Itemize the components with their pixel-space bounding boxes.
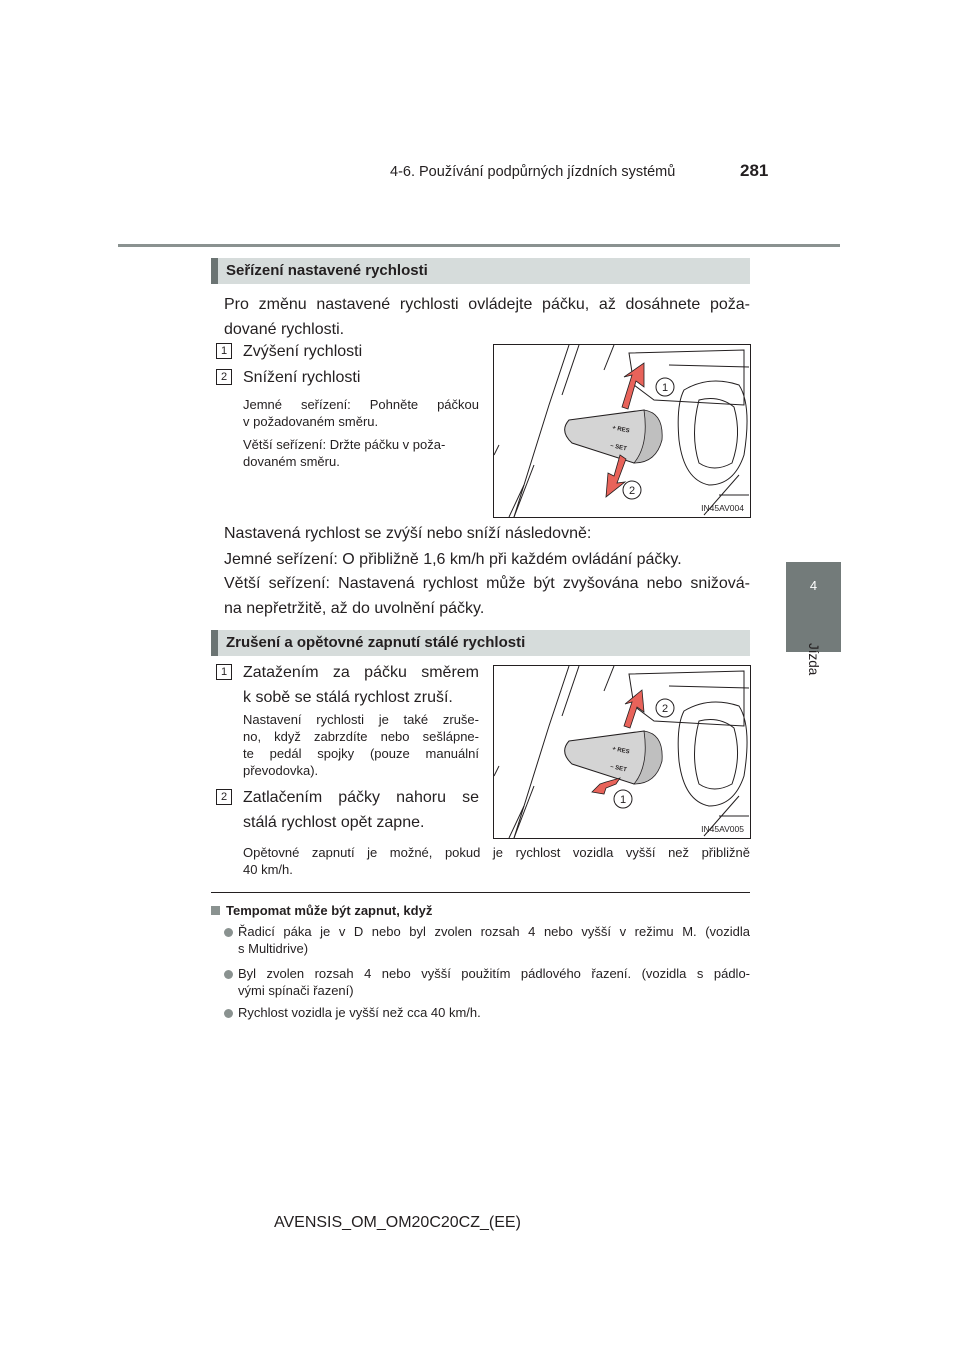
figure-lever-cancel xyxy=(493,665,751,839)
step-number-1: 1 xyxy=(216,664,232,680)
item-increase-speed: Zvýšení rychlosti xyxy=(243,343,363,360)
condition-item: Byl zvolen rozsah 4 nebo vyšší použitím pádlového řazení. (vozidla s pádlo- vými spínači řazení) xyxy=(224,965,750,999)
fine-adjust-detail: Jemné seřízení: O přibližně 1,6 km/h při každém ovládání páčky. xyxy=(224,551,682,568)
page-number: 281 xyxy=(740,161,769,180)
section-title: Seřízení nastavené rychlosti xyxy=(226,262,428,279)
chapter-label: Jízda xyxy=(806,643,821,676)
square-bullet-icon xyxy=(211,906,220,915)
speed-change-intro: Nastavená rychlost se zvýší nebo sníží následovně: xyxy=(224,525,592,542)
document-code: AVENSIS_OM_OM20C20CZ_(EE) xyxy=(274,1214,521,1231)
chapter-number: 4 xyxy=(809,578,818,593)
bullet-icon xyxy=(224,970,233,979)
condition-item: Rychlost vozidla je vyšší než cca 40 km/h. xyxy=(224,1004,750,1021)
lever-label-set: – SET xyxy=(609,443,628,453)
header-rule xyxy=(118,244,840,247)
step-number-1: 1 xyxy=(216,343,232,359)
item-cancel: Zatažením za páčku směrem k sobě se stálá rychlost zruší. xyxy=(243,664,479,706)
note-cancel-brake: Nastavení rychlosti je také zruše- no, když zabrzdíte nebo sešlápne- te pedál spojky (pouze manuální převodovka). xyxy=(243,712,479,778)
heading-bar xyxy=(211,258,218,284)
arrow-up xyxy=(624,690,644,728)
section-heading-cancel-resume xyxy=(211,630,750,656)
section1-intro xyxy=(224,292,750,342)
arrow-pull xyxy=(592,778,620,794)
figure-lever-adjust xyxy=(493,344,751,518)
item-resume: Zatlačením páčky nahoru se stálá rychlost opět zapne. xyxy=(243,789,479,831)
bullet-icon xyxy=(224,928,233,937)
note-resume-speed: Opětovné zapnutí je možné, pokud je rychlost vozidla vyšší než přibližně 40 km/h. xyxy=(243,845,750,877)
lever-illustration xyxy=(494,345,750,517)
item-decrease-speed: Snížení rychlosti xyxy=(243,369,361,386)
intro-line: dované rychlosti. xyxy=(224,321,345,338)
figure-code: IN45AV005 xyxy=(701,824,744,834)
lever-label-res: + RES xyxy=(611,425,630,435)
section-heading-speed-adjust xyxy=(211,258,750,284)
heading-bar xyxy=(211,630,218,656)
divider xyxy=(211,892,750,893)
note-coarse-adjust: Větší seřízení: Držte páčku v poža- dovaném směru. xyxy=(243,437,446,469)
lever-illustration xyxy=(494,666,750,838)
svg-text:2: 2 xyxy=(661,703,669,715)
running-header-section: 4-6. Používání podpůrných jízdních systémů xyxy=(390,164,676,180)
bullet-icon xyxy=(224,1009,233,1018)
lever-label-set: – SET xyxy=(609,764,628,774)
svg-text:2: 2 xyxy=(628,485,636,497)
condition-item: Řadicí páka je v D nebo byl zvolen rozsah 4 nebo vyšší v režimu M. (vozidla s Multidrive) xyxy=(224,923,750,957)
step-number-2: 2 xyxy=(216,789,232,805)
arrow-up xyxy=(622,363,644,409)
lever-label-res: + RES xyxy=(611,746,630,756)
chapter-tab xyxy=(786,562,841,652)
conditions-heading: Tempomat může být zapnut, když xyxy=(211,902,432,919)
intro-line: Pro změnu nastavené rychlosti ovládejte páčku, až dosáhnete poža- xyxy=(224,296,750,313)
figure-code: IN45AV004 xyxy=(701,503,744,513)
coarse-adjust-detail: Větší seřízení: Nastavená rychlost může být zvyšována nebo snižová- na nepřetržitě, až do uvolnění páčky. xyxy=(224,575,750,617)
note-fine-adjust: Jemné seřízení: Pohněte páčkou v požadovaném směru. xyxy=(243,397,479,429)
svg-text:1: 1 xyxy=(661,382,669,394)
step-number-2: 2 xyxy=(216,369,232,385)
section-title: Zrušení a opětovné zapnutí stálé rychlosti xyxy=(226,634,526,651)
svg-text:1: 1 xyxy=(619,794,627,806)
